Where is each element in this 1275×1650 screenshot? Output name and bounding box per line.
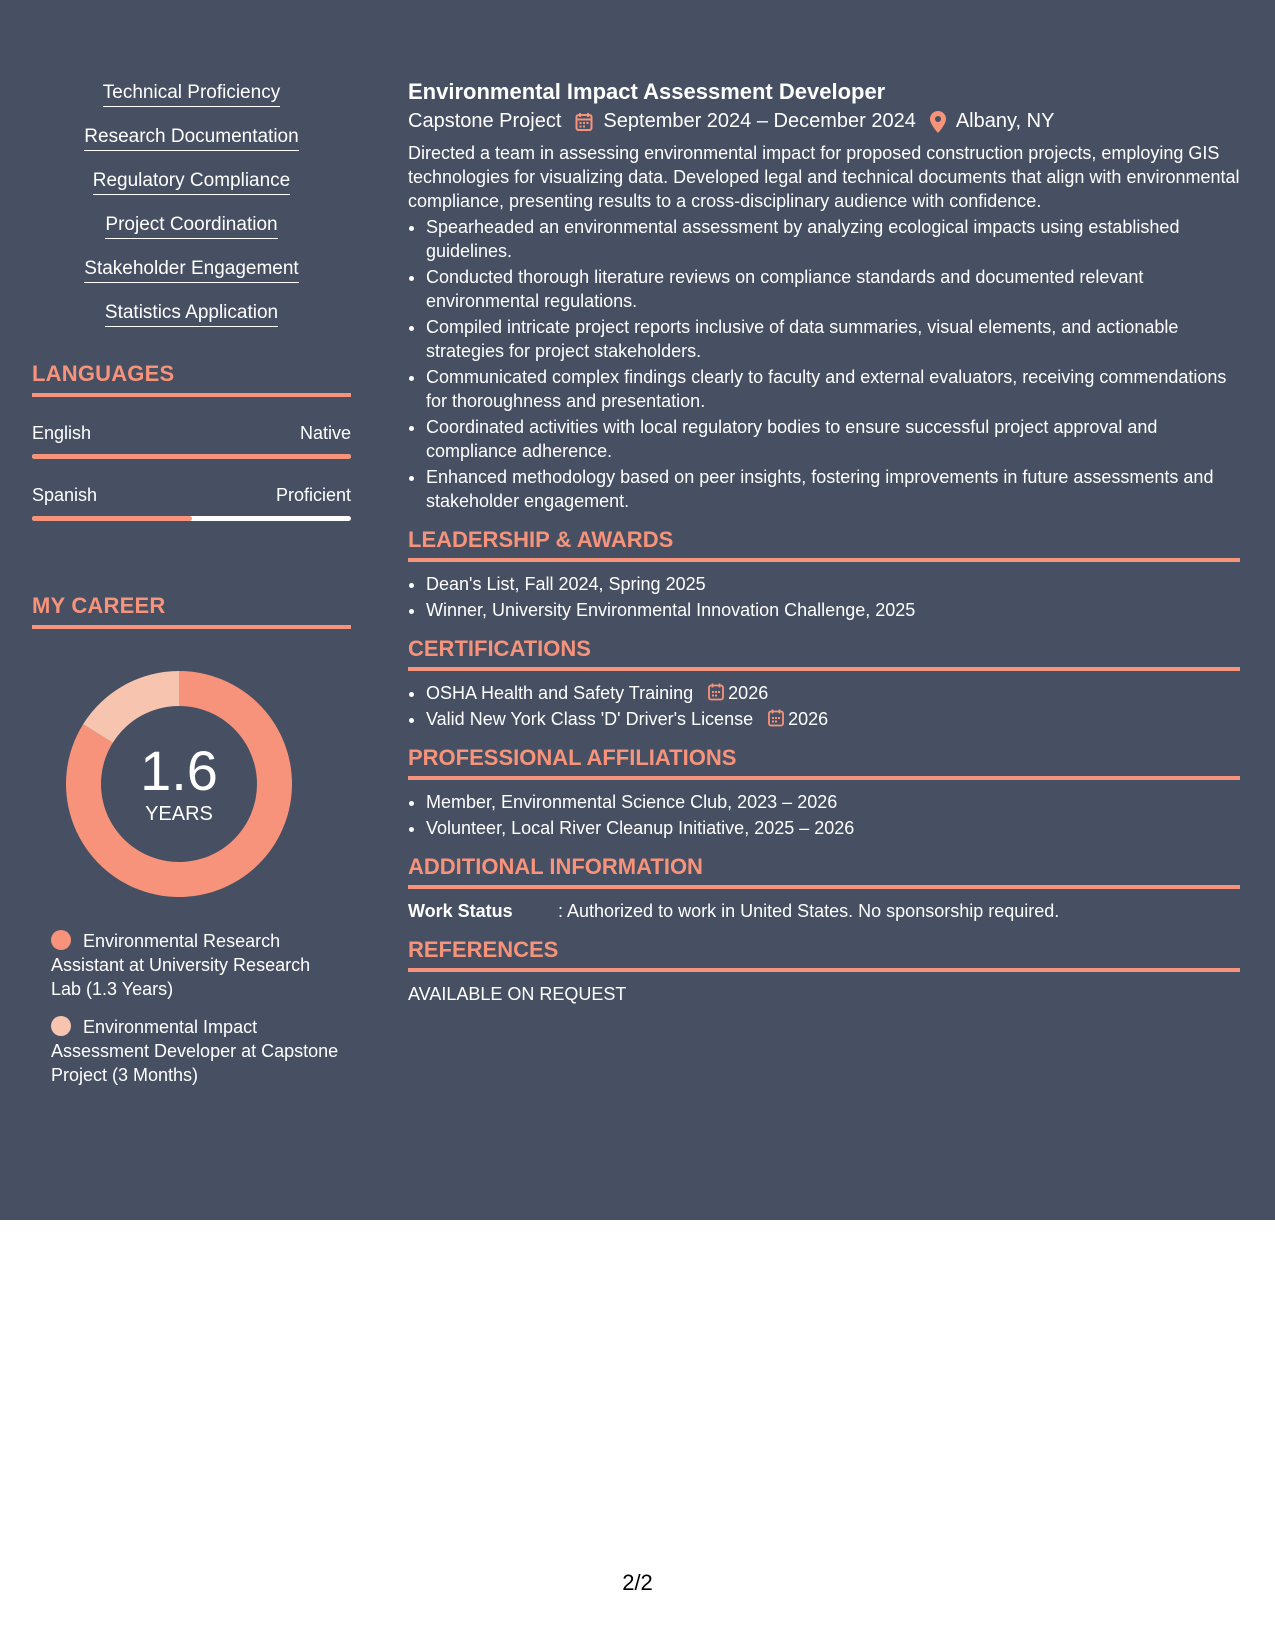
affiliations-list <box>408 790 1240 840</box>
skill-item <box>32 82 351 107</box>
leadership-item: • Winner, University Environmental Innovation Challenge, 2025 <box>426 598 1240 622</box>
work-status-value: : Authorized to work in United States. No sponsorship required. <box>558 901 1060 921</box>
job-bullet: • Conducted thorough literature reviews on compliance standards and documented relevant environmental regulations. <box>426 265 1240 313</box>
references-text: AVAILABLE ON REQUEST <box>408 984 627 1004</box>
skills-list <box>32 82 351 327</box>
leadership-heading: LEADERSHIP & AWARDS <box>408 527 1240 562</box>
job-title: Environmental Impact Assessment Developer <box>408 79 886 104</box>
donut-center <box>64 669 294 899</box>
experience-entry <box>408 78 1240 513</box>
job-description: Directed a team in assessing environmental impact for proposed construction projects, employing GIS technologies for visualizing data. Developed legal and technical documents that align with environmental compliance, presenting results to a cross-disciplinary audience with confidence. <box>408 143 1240 211</box>
skill-item <box>32 126 351 151</box>
location-pin-icon <box>930 111 946 133</box>
job-location: Albany, NY <box>955 110 1055 132</box>
certification-year: 2026 <box>788 709 829 729</box>
job-meta <box>408 110 1240 133</box>
additional-info-heading: ADDITIONAL INFORMATION <box>408 854 1240 889</box>
calendar-icon <box>575 112 593 132</box>
main-content <box>408 78 1240 1006</box>
language-level: Proficient <box>275 485 351 505</box>
page-number: 2/2 <box>622 1570 653 1595</box>
job-bullet: • Spearheaded an environmental assessment by analyzing ecological impacts using established guidelines. <box>426 215 1240 263</box>
skill-label: Technical Proficiency <box>103 82 280 107</box>
certifications-list <box>408 681 1240 731</box>
language-level: Native <box>299 423 351 443</box>
career-heading: MY CAREER <box>32 593 351 629</box>
skill-item <box>32 170 351 195</box>
legend-item <box>51 929 341 1001</box>
language-bar-fill <box>32 454 351 459</box>
job-bullet: • Compiled intricate project reports inclusive of data summaries, visual elements, and actionable strategies for project stakeholders. <box>426 315 1240 363</box>
affiliation-item: • Member, Environmental Science Club, 2023 – 2026 <box>426 790 1240 814</box>
job-company: Capstone Project <box>408 110 562 132</box>
skill-label: Statistics Application <box>105 302 278 327</box>
career-total-unit: YEARS <box>145 802 213 825</box>
affiliations-heading: PROFESSIONAL AFFILIATIONS <box>408 745 1240 780</box>
language-item <box>32 485 351 521</box>
job-bullet: • Enhanced methodology based on peer insights, fostering improvements in future assessments and stakeholder engagement. <box>426 465 1240 513</box>
calendar-icon <box>708 683 724 701</box>
language-bar <box>32 516 351 521</box>
certification-year: 2026 <box>728 683 769 703</box>
skill-label: Stakeholder Engagement <box>84 258 298 283</box>
sidebar <box>32 82 351 1101</box>
legend-dot-icon <box>51 930 71 950</box>
job-bullet: • Communicated complex findings clearly to faculty and external evaluators, receiving commendations for thoroughness and presentation. <box>426 365 1240 413</box>
career-legend <box>51 929 341 1087</box>
leadership-list <box>408 572 1240 622</box>
career-total-value: 1.6 <box>140 738 218 802</box>
legend-text: Environmental Research Assistant at University Research Lab (1.3 Years) <box>51 931 311 999</box>
skill-item <box>32 258 351 283</box>
legend-dot-icon <box>51 1016 71 1036</box>
legend-item <box>51 1015 341 1087</box>
skill-label: Research Documentation <box>84 126 298 151</box>
language-bar <box>32 454 351 459</box>
leadership-item: • Dean's List, Fall 2024, Spring 2025 <box>426 572 1240 596</box>
language-item <box>32 423 351 459</box>
skill-item <box>32 302 351 327</box>
career-donut-chart <box>64 669 294 899</box>
certification-item <box>426 707 1240 731</box>
references-heading: REFERENCES <box>408 937 1240 972</box>
certification-name: OSHA Health and Safety Training <box>426 683 694 703</box>
skill-label: Regulatory Compliance <box>93 170 291 195</box>
job-bullet: • Coordinated activities with local regulatory bodies to ensure successful project approval and compliance adherence. <box>426 415 1240 463</box>
affiliation-item: • Volunteer, Local River Cleanup Initiative, 2025 – 2026 <box>426 816 1240 840</box>
skill-label: Project Coordination <box>105 214 277 239</box>
languages-heading: LANGUAGES <box>32 361 351 397</box>
work-status-row <box>408 899 1240 923</box>
calendar-icon <box>768 709 784 727</box>
language-name: English <box>32 423 92 443</box>
legend-text: Environmental Impact Assessment Developer at Capstone Project (3 Months) <box>51 1017 339 1085</box>
language-name: Spanish <box>32 485 98 505</box>
work-status-label: Work Status <box>408 901 513 921</box>
certification-name: Valid New York Class 'D' Driver's License <box>426 709 754 729</box>
skill-item <box>32 214 351 239</box>
certifications-heading: CERTIFICATIONS <box>408 636 1240 671</box>
job-dates: September 2024 – December 2024 <box>603 110 916 132</box>
job-bullets <box>408 215 1240 513</box>
certification-item <box>426 681 1240 705</box>
language-bar-fill <box>32 516 192 521</box>
